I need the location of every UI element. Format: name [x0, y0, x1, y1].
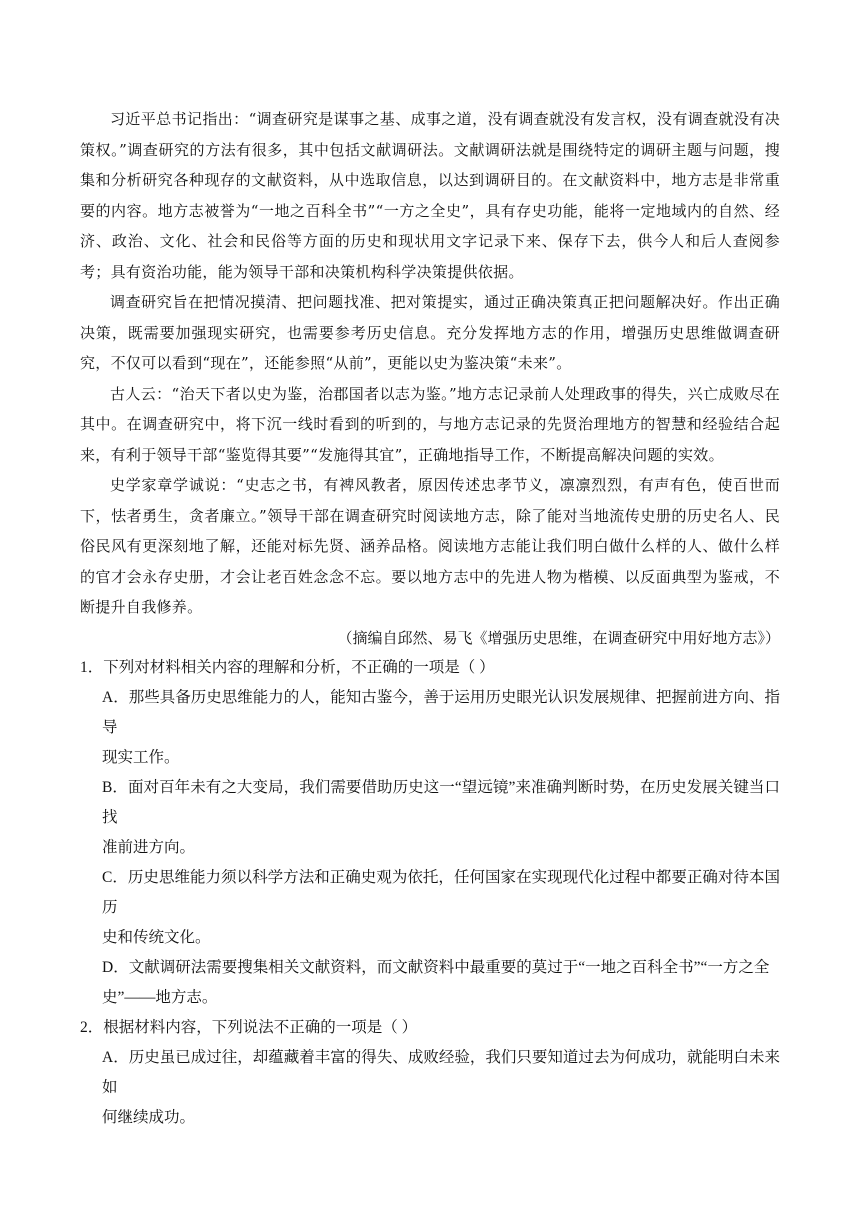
- passage-paragraph-2: 调查研究旨在把情况摸清、把问题找准、把对策提实，通过正确决策真正把问题解决好。作出正确决策，既需要加强现实研究，也需要参考历史信息。充分发挥地方志的作用，增强历史思维做调查研究，不仅可以看到“现在”，还能参照“从前”，更能以史为鉴决策“未来”。: [80, 293, 780, 372]
- question-1: [80, 653, 780, 1013]
- passage-paragraph-4: 史学家章学诚说：“史志之书，有裨风教者，原因传述忠孝节义，凛凛烈烈，有声有色，使百世而下，怯者勇生，贪者廉立。”领导干部在调查研究时阅读地方志，除了能对当地流传史册的历史名人、民俗民风有更深刻地了解，还能对标先贤、涵养品格。阅读地方志能让我们明白做什么样的人、做什么样的官才会永存史册，才会让老百姓念念不忘。要以地方志中的先进人物为楷模、以反面典型为鉴戒，不断提升自我修养。: [80, 476, 780, 616]
- passage-paragraph-1: 习近平总书记指出：“调查研究是谋事之基、成事之道，没有调查就没有发言权，没有调查就没有决策权。”调查研究的方法有很多，其中包括文献调研法。文献调研法就是围绕特定的调研主题与问题，搜集和分析研究各种现存的文献资料，从中选取信息，以达到调研目的。在文献资料中，地方志是非常重要的内容。地方志被誉为“一地之百科全书”“一方之全史”，具有存史功能，能将一定地域内的自然、经济、政治、文化、社会和民俗等方面的历史和现状用文字记录下来、保存下去，供今人和后人查阅参考；具有资治功能，能为领导干部和决策机构科学决策提供依据。: [80, 110, 780, 281]
- question-2-option-a[interactable]: [80, 1043, 780, 1133]
- q2-option-a-line-1: A．历史虽已成过往，却蕴藏着丰富的得失、成败经验，我们只要知道过去为何成功，就能明白未来如: [102, 1048, 780, 1096]
- question-1-option-c[interactable]: [80, 863, 780, 953]
- q2-option-a-line-2: 何继续成功。: [102, 1108, 196, 1126]
- question-2-stem: 2．根据材料内容，下列说法不正确的一项是（ ）: [80, 1018, 418, 1036]
- document-content: [80, 104, 780, 1133]
- option-c-line-2: 史和传统文化。: [102, 928, 211, 946]
- option-b-line-2: 准前进方向。: [102, 838, 196, 856]
- question-1-stem: 1．下列对材料相关内容的理解和分析，不正确的一项是（ ）: [80, 658, 495, 676]
- option-a-line-1: A．那些具备历史思维能力的人，能知古鉴今，善于运用历史眼光认识发展规律、把握前进方向、指导: [102, 688, 780, 736]
- passage-paragraph-3: 古人云：“治天下者以史为鉴，治郡国者以志为鉴。”地方志记录前人处理政事的得失，兴亡成败尽在其中。在调查研究中，将下沉一线时看到的听到的，与地方志记录的先贤治理地方的智慧和经验结合起来，有利于领导干部“鉴览得其要”“发施得其宜”，正确地指导工作，不断提高解决问题的实效。: [80, 384, 780, 464]
- question-1-option-d[interactable]: [80, 953, 780, 1013]
- question-1-option-a[interactable]: [80, 683, 780, 773]
- option-d-line-2: 史”——地方志。: [102, 988, 218, 1006]
- option-c-line-1: C．历史思维能力须以科学方法和正确史观为依托，任何国家在实现现代化过程中都要正确对待本国历: [102, 868, 780, 916]
- question-2: [80, 1013, 780, 1133]
- question-1-option-b[interactable]: [80, 773, 780, 863]
- option-a-line-2: 现实工作。: [102, 748, 180, 766]
- option-d-line-1: D．文献调研法需要搜集相关文献资料，而文献资料中最重要的莫过于“一地之百科全书”“一方之全: [102, 958, 770, 976]
- option-b-line-1: B．面对百年未有之大变局，我们需要借助历史这一“望远镜”来准确判断时势，在历史发展关键当口找: [102, 778, 780, 826]
- passage-source: （摘编自邱然、易飞《增强历史思维，在调查研究中用好地方志》）: [337, 628, 780, 647]
